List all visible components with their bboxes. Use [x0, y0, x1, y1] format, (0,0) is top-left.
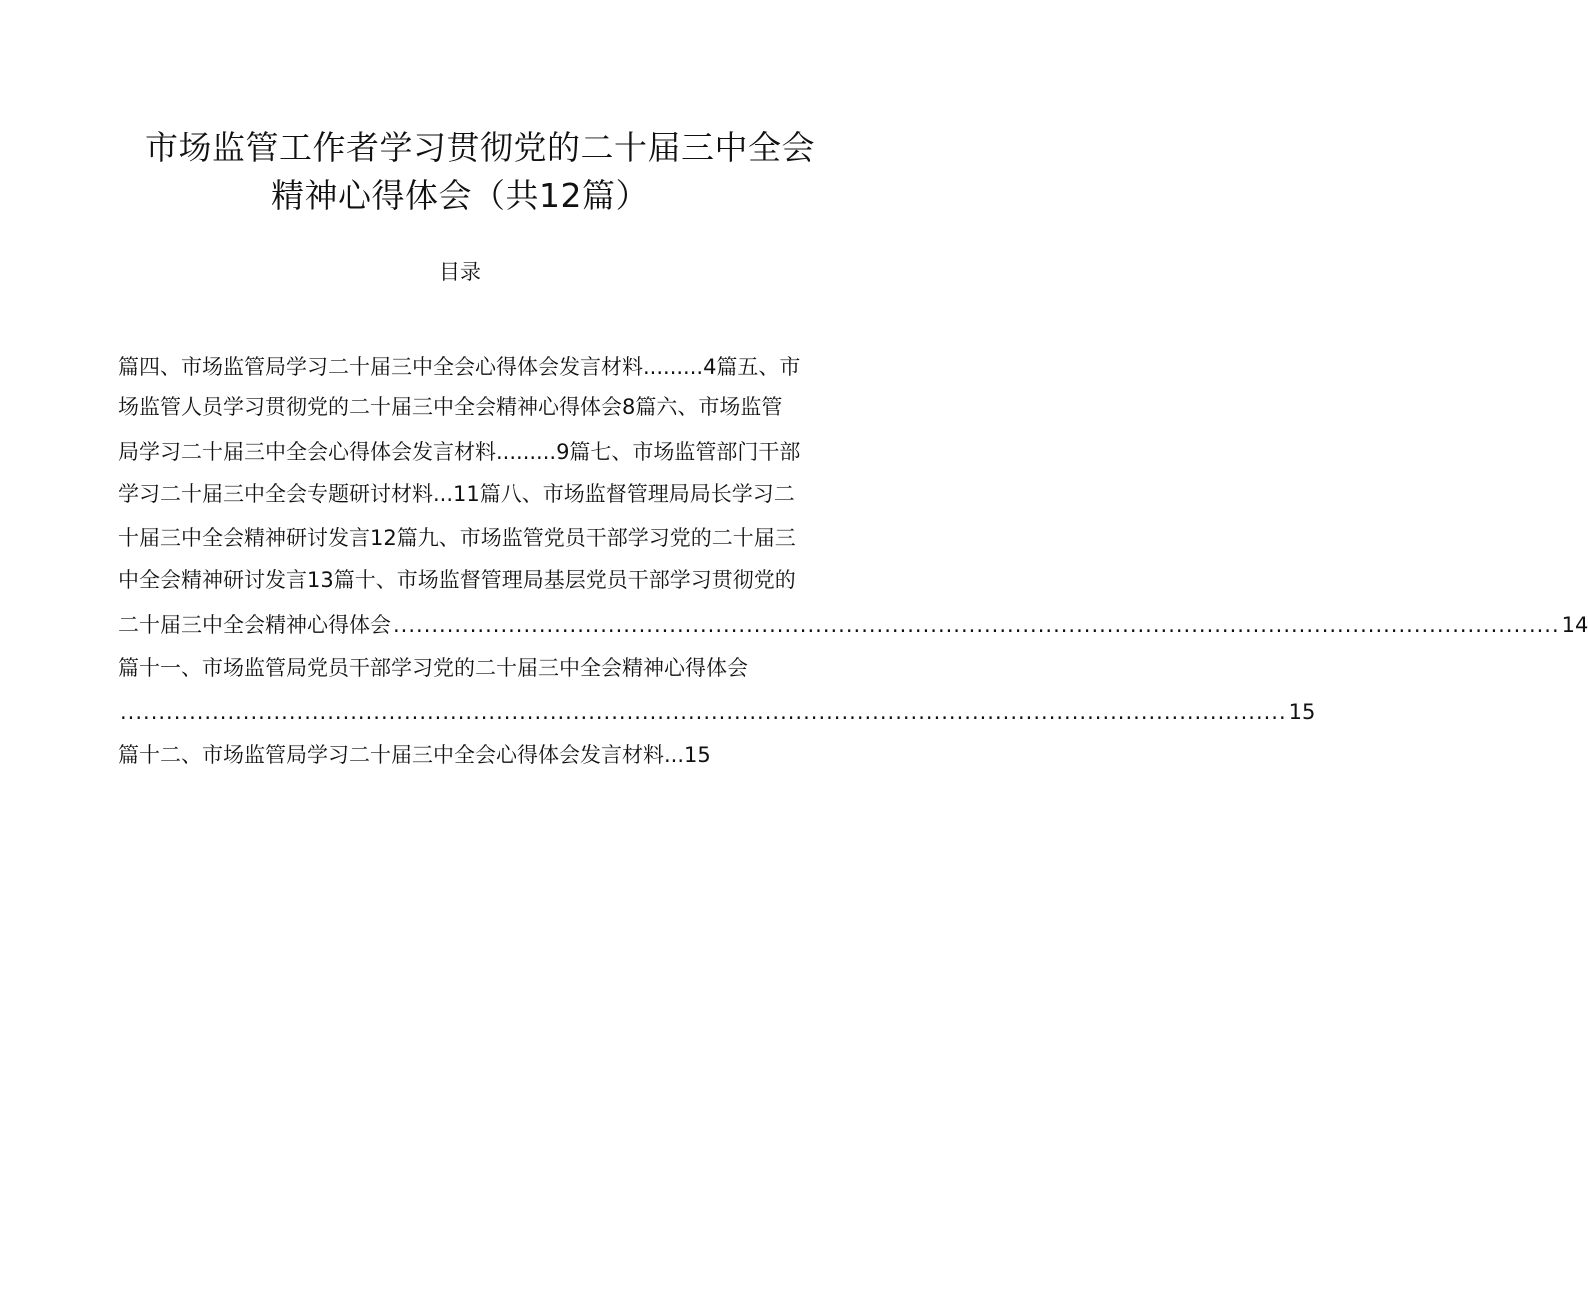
toc-entry-text: 二十届三中全会精神心得体会 [118, 613, 391, 637]
toc-entry-line[interactable]: 篇十二、市场监管局学习二十届三中全会心得体会发言材料...15 [118, 743, 711, 767]
toc-entry-line[interactable]: 篇四、市场监管局学习二十届三中全会心得体会发言材料.........4篇五、市 [118, 355, 801, 379]
toc-entry-line[interactable]: 学习二十届三中全会专题研讨材料...11篇八、市场监督管理局局长学习二 [118, 482, 795, 506]
toc-heading: 目录 [439, 260, 481, 284]
toc-entry-line[interactable]: 中全会精神研讨发言13篇十、市场监督管理局基层党员干部学习贯彻党的 [118, 568, 796, 592]
document-title-line-2: 精神心得体会（共12篇） [271, 176, 649, 215]
document-title-line-1: 市场监管工作者学习贯彻党的二十届三中全会 [145, 128, 815, 167]
toc-entry-line[interactable]: 局学习二十届三中全会心得体会发言材料.........9篇七、市场监管部门干部 [118, 440, 801, 464]
toc-entry-line[interactable]: 篇十一、市场监管局党员干部学习党的二十届三中全会精神心得体会 [118, 656, 748, 680]
toc-leader-dots: ........................................................................................................................................................ [120, 700, 1287, 724]
toc-page-number: 15 [1288, 700, 1316, 724]
toc-leader-dots: ........................................................................................................................................................ [393, 613, 1560, 637]
toc-page-number: 14 [1561, 613, 1588, 637]
toc-entry-line[interactable]: 十届三中全会精神研讨发言12篇九、市场监管党员干部学习党的二十届三 [118, 526, 796, 550]
toc-entry-with-leader[interactable] [118, 697, 1316, 727]
toc-entry-with-leader[interactable] [118, 610, 1588, 640]
toc-entry-line[interactable]: 场监管人员学习贯彻党的二十届三中全会精神心得体会8篇六、市场监管 [118, 395, 783, 419]
